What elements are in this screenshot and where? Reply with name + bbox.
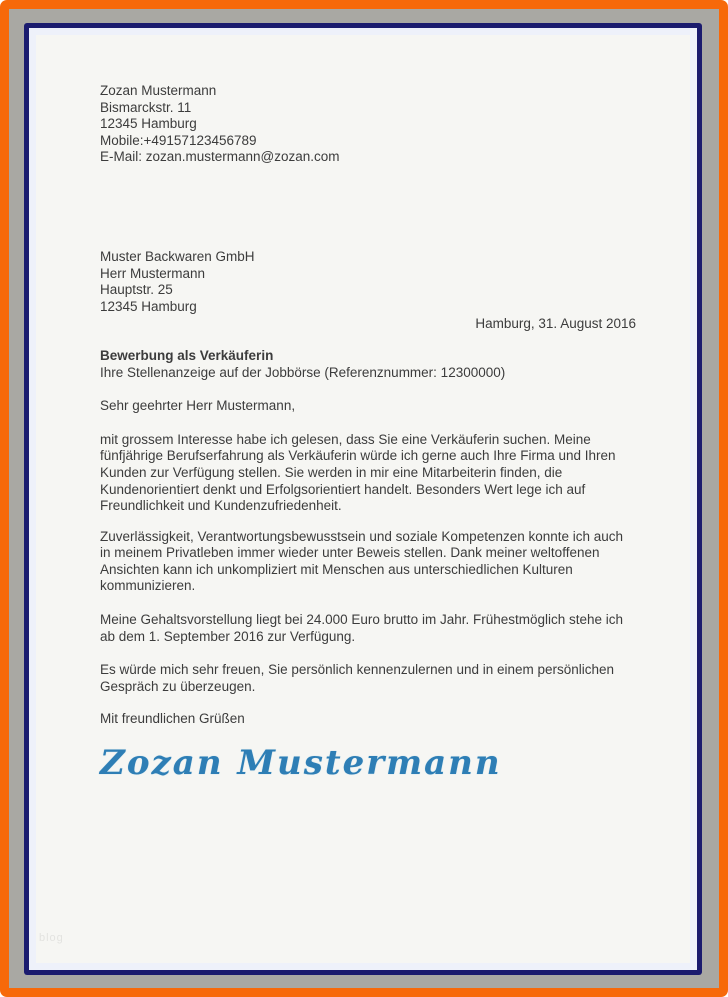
handwritten-signature: Zozan Mustermann — [100, 743, 502, 784]
watermark: blog — [39, 932, 64, 945]
sender-mobile: Mobile:+49157123456789 — [100, 132, 257, 148]
recipient-company: Muster Backwaren GmbH — [100, 248, 255, 264]
sender-name: Zozan Mustermann — [100, 83, 217, 98]
recipient-street: Hauptstr. 25 — [100, 282, 173, 298]
recipient-block — [100, 249, 636, 315]
body-paragraph-2: Zuverlässigkeit, Verantwortungsbewusstsein und soziale Kompetenzen konnte ich auch in meinem Privatleben immer wieder unter Beweis stellen. Dank meiner weltoffenen Ansichten kann ich unkompliziert mit Menschen aus unterschiedlichen Kulturen kommunizieren. — [100, 528, 624, 594]
inner-navy-border — [24, 23, 702, 975]
letter-page — [36, 35, 690, 963]
closing-line: Mit freundlichen Grüßen — [100, 711, 245, 727]
recipient-city: 12345 Hamburg — [100, 298, 197, 314]
subject-line: Bewerbung als Verkäuferin — [100, 347, 274, 363]
sender-block — [100, 83, 636, 166]
middle-gray-border — [9, 9, 719, 988]
body-paragraph-1: mit grossem Interesse habe ich gelesen, dass Sie eine Verkäuferin suchen. Meine fünfjährige Berufserfahrung als Verkäuferin würde ich gerne auch Ihre Firma und Ihren Kunden zur Verfügung stellen. Sie werden in mir eine Mitarbeiterin finden, die Kundenorientiert denkt und Erfolgsorientiert handelt. Besonders Wert lege ich auf Freundlichkeit und Kundenzufriedenheit. — [100, 431, 616, 514]
sender-email: E-Mail: zozan.mustermann@zozan.com — [100, 149, 340, 165]
sender-street: Bismarckstr. 11 — [100, 99, 192, 115]
date-line: Hamburg, 31. August 2016 — [475, 316, 636, 332]
inner-margin — [29, 28, 697, 970]
body-paragraph-4: Es würde mich sehr freuen, Sie persönlich kennenzulernen und in einem persönlichen Gespräch zu überzeugen. — [100, 662, 615, 694]
sender-city: 12345 Hamburg — [100, 116, 197, 132]
salutation: Sehr geehrter Herr Mustermann, — [100, 398, 296, 414]
reference-line: Ihre Stellenanzeige auf der Jobbörse (Referenznummer: 12300000) — [100, 364, 506, 380]
body-paragraph-3: Meine Gehaltsvorstellung liegt bei 24.000 Euro brutto im Jahr. Frühestmöglich stehe ich ab dem 1. September 2016 zur Verfügung. — [100, 612, 624, 644]
recipient-contact: Herr Mustermann — [100, 265, 206, 281]
